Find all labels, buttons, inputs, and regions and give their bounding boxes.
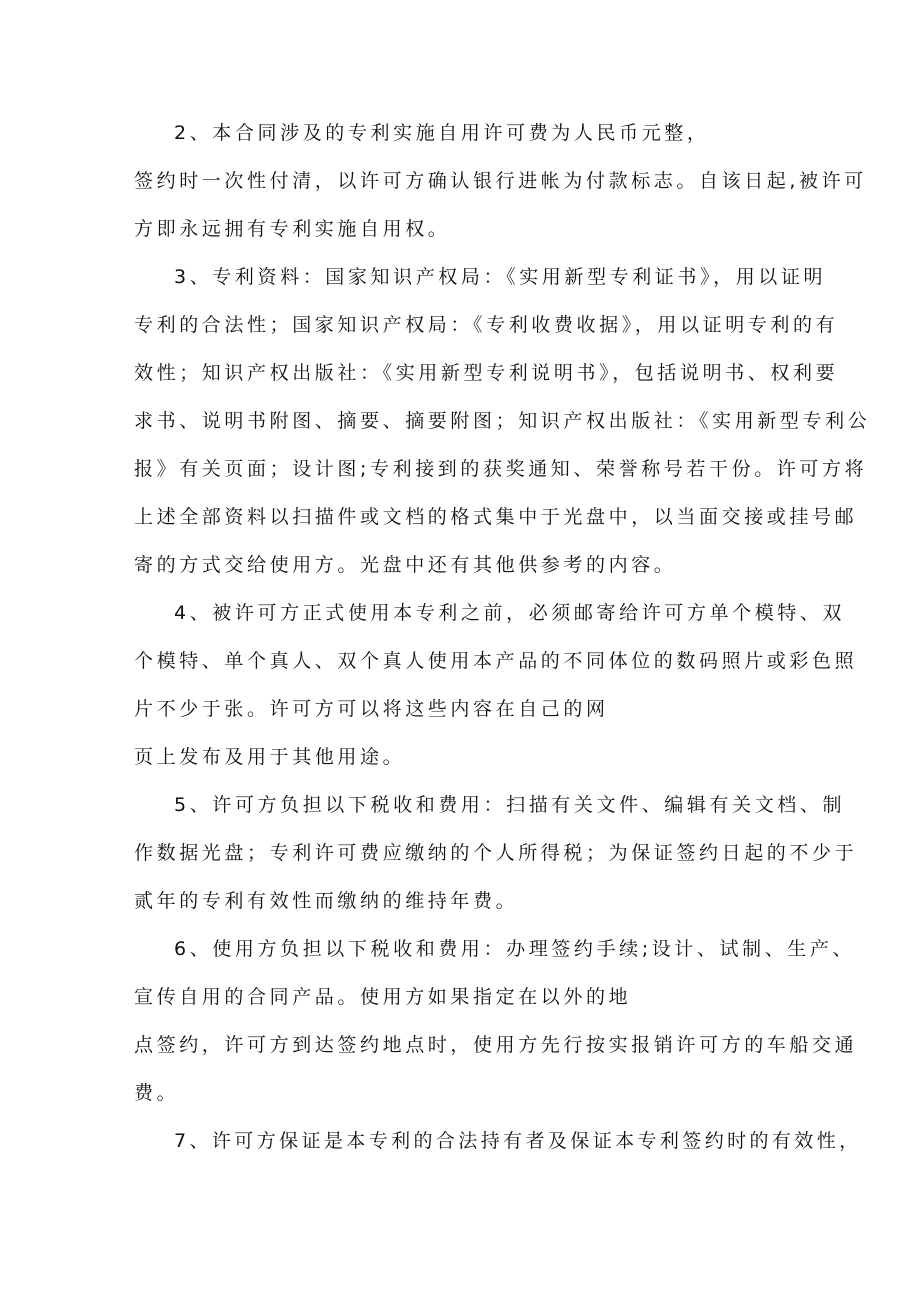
text-line: 宣传自用的合同产品。使用方如果指定在以外的地 [134, 986, 632, 1008]
text-line: 3、专利资料：国家知识产权局：《实用新型专利证书》，用以证明 [174, 266, 827, 288]
text-line: 2、本合同涉及的专利实施自用许可费为人民币元整， [174, 122, 710, 144]
text-line: 5、许可方负担以下税收和费用：扫描有关文件、编辑有关文档、制 [174, 794, 846, 816]
text-line: 贰年的专利有效性而缴纳的维持年费。 [134, 890, 519, 912]
text-line: 专利的合法性；国家知识产权局：《专利收费收据》，用以证明专利的有 [134, 314, 839, 336]
text-line: 签约时一次性付清，以许可方确认银行进帐为付款标志。自该日起,被许可 [134, 170, 867, 192]
text-line: 寄的方式交给使用方。光盘中还有其他供参考的内容。 [134, 554, 677, 576]
text-line: 上述全部资料以扫描件或文档的格式集中于光盘中，以当面交接或挂号邮 [134, 506, 858, 528]
text-line: 效性；知识产权出版社：《实用新型专利说明书》，包括说明书、权利要 [134, 362, 839, 384]
text-line: 4、被许可方正式使用本专利之前，必须邮寄给许可方单个模特、双 [174, 602, 846, 624]
text-line: 报》有关页面；设计图;专利接到的获奖通知、荣誉称号若干份。许可方将 [134, 458, 868, 480]
text-line: 片不少于张。许可方可以将这些内容在自己的网 [134, 698, 609, 720]
text-line: 求书、说明书附图、摘要、摘要附图；知识产权出版社：《实用新型专利公 [134, 410, 871, 432]
text-line: 费。 [134, 1082, 180, 1104]
text-line: 个模特、单个真人、双个真人使用本产品的不同体位的数码照片或彩色照 [134, 650, 858, 672]
text-line: 7、许可方保证是本专利的合法持有者及保证本专利签约时的有效性， [174, 1130, 862, 1152]
text-line: 页上发布及用于其他用途。 [134, 746, 406, 768]
text-line: 作数据光盘；专利许可费应缴纳的个人所得税；为保证签约日起的不少于 [134, 842, 858, 864]
text-line: 点签约，许可方到达签约地点时，使用方先行按实报销许可方的车船交通 [134, 1034, 858, 1056]
text-line: 方即永远拥有专利实施自用权。 [134, 218, 451, 240]
text-line: 6、使用方负担以下税收和费用：办理签约手续;设计、试制、生产、 [174, 938, 856, 960]
